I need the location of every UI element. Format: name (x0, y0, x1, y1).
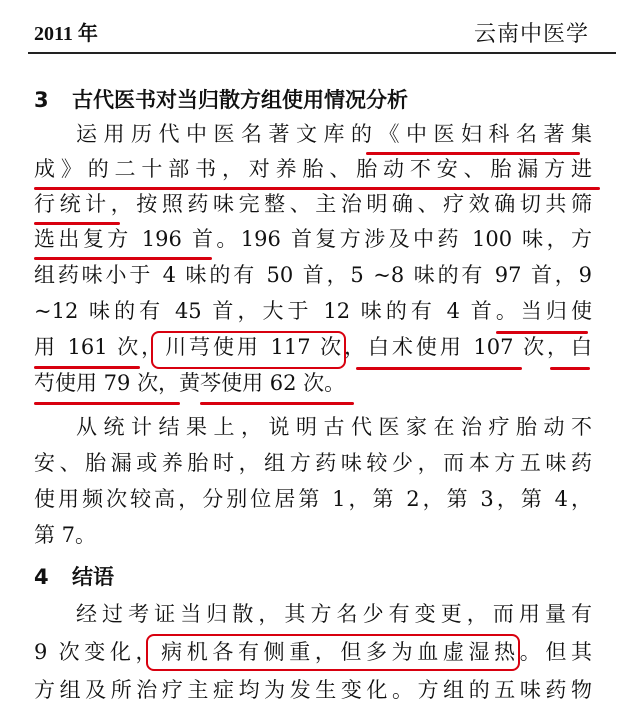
para-line: 安、胎漏或养胎时，组方药味较少，而本方五味药 (34, 451, 592, 475)
para-line: 方组及所治疗主症均为发生变化。方组的五味药物 (34, 678, 592, 702)
section-3-number: 3 (34, 88, 49, 112)
para-line: 9 次变化，病机各有侧重，但多为血虚湿热。但其 (34, 640, 592, 664)
para-line: 选出复方 196 首。196 首复方涉及中药 100 味，方 (34, 227, 592, 251)
para-line: 第 7。 (34, 523, 97, 547)
header-journal-name: 云南中医学 (473, 22, 589, 47)
red-underline (34, 366, 140, 369)
para-line: 行统计，按照药味完整、主治明确、疗效确切共筛 (34, 192, 592, 216)
section-3-title: 古代医书对当归散方组使用情况分析 (72, 88, 408, 112)
running-header (0, 0, 617, 62)
para-line: ~12 味的有 45 首，大于 12 味的有 4 首。当归使 (34, 299, 592, 323)
para-line: 成》的二十部书，对养胎、胎动不安、胎漏方进 (34, 157, 592, 181)
para-line: 从统计结果上，说明古代医家在治疗胎动不 (76, 415, 592, 439)
red-underline (356, 367, 522, 370)
header-rule (28, 52, 616, 54)
red-underline (34, 187, 600, 190)
header-year: 2011 年 (34, 23, 98, 45)
section-4-number: 4 (34, 565, 49, 589)
red-underline (34, 402, 180, 405)
red-underline (550, 367, 590, 370)
red-underline (366, 152, 580, 155)
para-line: 使用频次较高，分别位居第 1，第 2，第 3，第 4， (34, 487, 592, 511)
para-line: 运用历代中医名著文库的《中医妇科名著集 (76, 122, 592, 146)
red-underline (34, 257, 212, 260)
section-3-heading (34, 86, 408, 114)
para-line: 用 161 次，川芎使用 117 次，白术使用 107 次，白 (34, 335, 592, 359)
para-line: 芍使用 79 次，黄芩使用 62 次。 (34, 371, 346, 395)
section-4-title: 结语 (72, 565, 114, 589)
red-box-annotation (151, 331, 346, 369)
red-underline (200, 402, 354, 405)
red-underline (34, 222, 120, 225)
red-box-annotation (146, 634, 520, 671)
para-line: 经过考证当归散，其方名少有变更，而用量有 (76, 602, 592, 626)
section-4-heading (34, 563, 114, 591)
para-line: 组药味小于 4 味的有 50 首，5 ~8 味的有 97 首，9 (34, 263, 592, 287)
red-underline (496, 331, 588, 334)
